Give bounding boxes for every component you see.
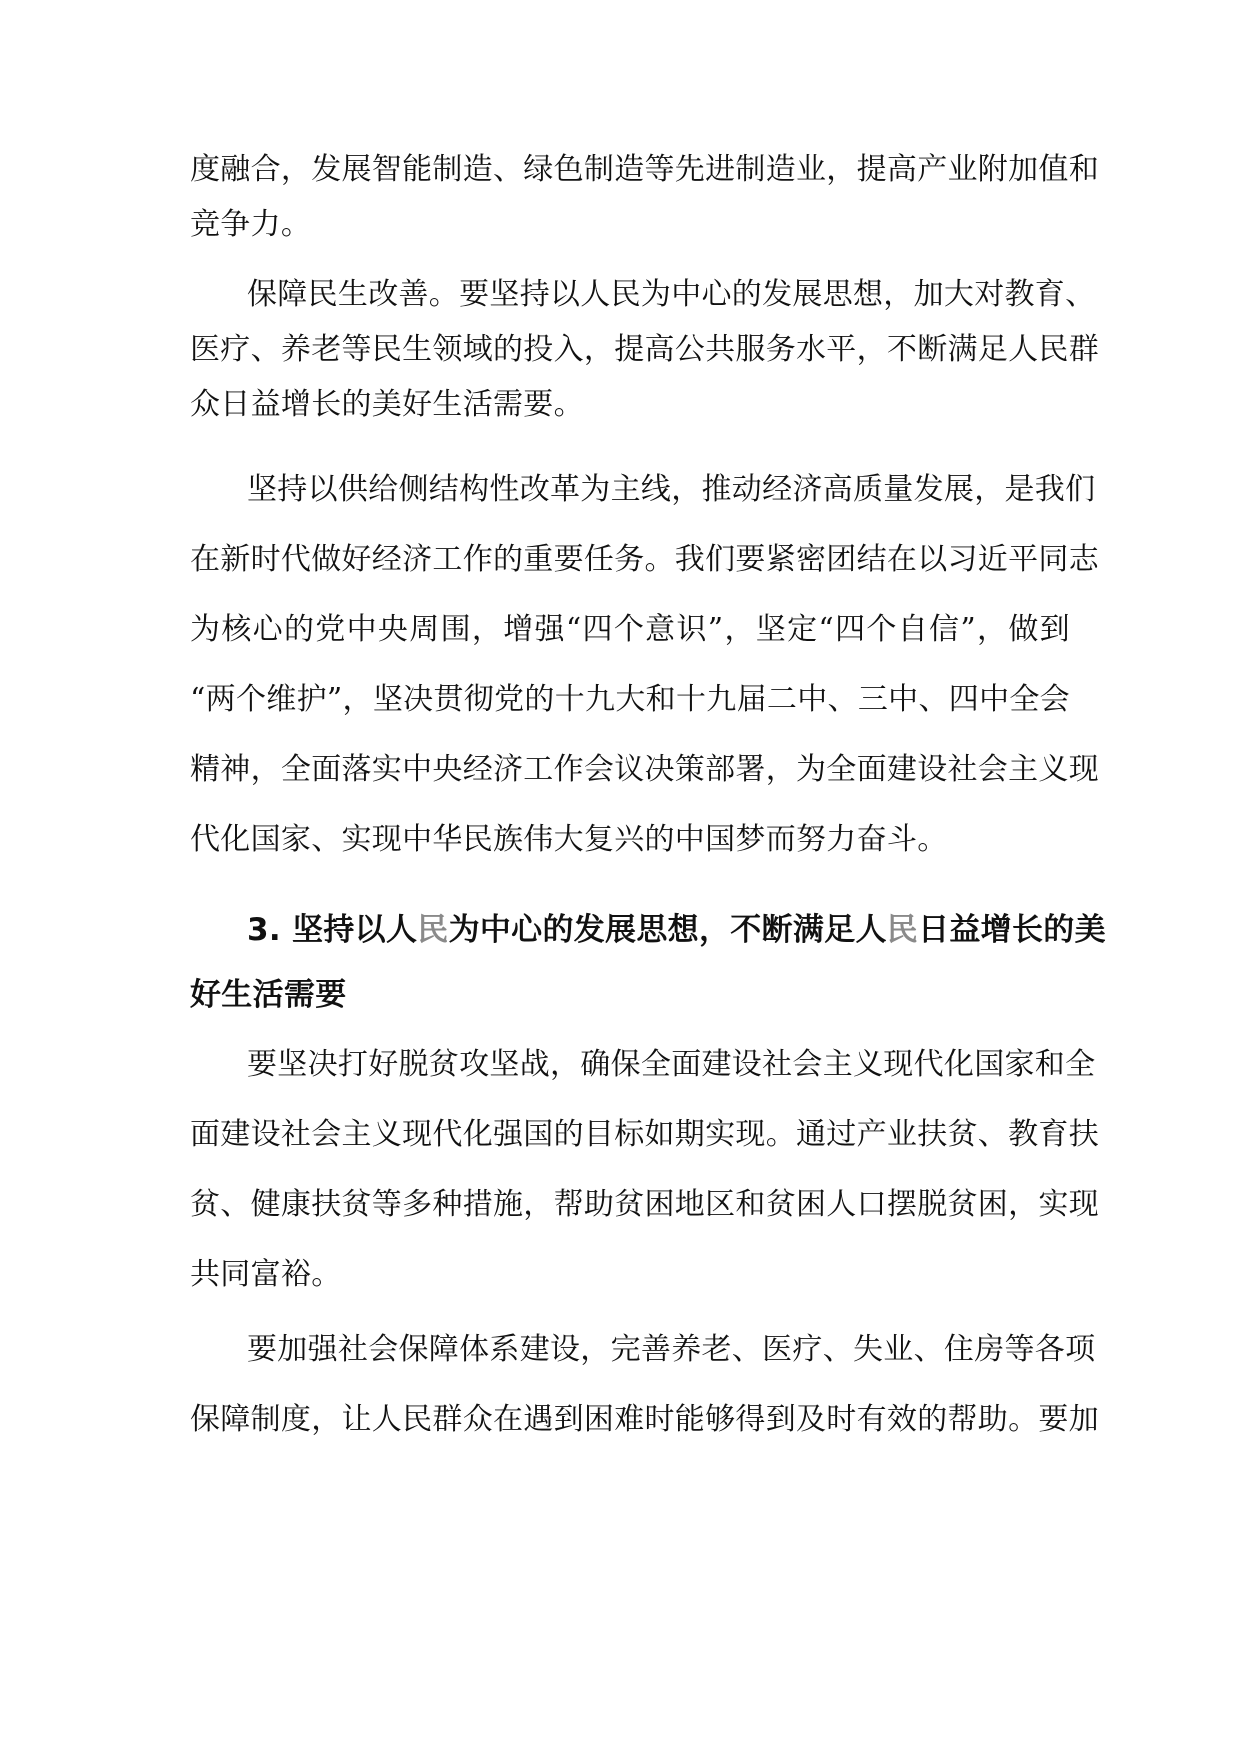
heading-text: 为中心的发展思想，不断满足人 bbox=[448, 912, 887, 948]
paragraph-line: 坚持以供给侧结构性改革为主线，推动经济高质量发展，是我们 bbox=[247, 472, 1096, 507]
paragraph-line: 为核心的党中央周围，增强“四个意识”，坚定“四个自信”，做到 bbox=[190, 612, 1070, 647]
paragraph-line: “两个维护”，坚决贯彻党的十九大和十九届二中、三中、四中全会 bbox=[190, 682, 1070, 717]
paragraph-line: 贫、健康扶贫等多种措施，帮助贫困地区和贫困人口摆脱贫困，实现 bbox=[190, 1187, 1099, 1222]
paragraph-line: 精神，全面落实中央经济工作会议决策部署，为全面建设社会主义现 bbox=[190, 752, 1099, 787]
paragraph-line: 在新时代做好经济工作的重要任务。我们要紧密团结在以习近平同志 bbox=[190, 542, 1099, 577]
paragraph-line: 众日益增长的美好生活需要。 bbox=[190, 387, 584, 422]
heading-text: 日益增长的美 bbox=[918, 912, 1106, 948]
paragraph-line: 要坚决打好脱贫攻坚战，确保全面建设社会主义现代化国家和全 bbox=[247, 1047, 1096, 1082]
heading-highlight-char: 民 bbox=[886, 912, 919, 948]
heading-text: 3. 坚持以人 bbox=[247, 912, 418, 948]
section-heading bbox=[247, 910, 1106, 950]
paragraph-line: 共同富裕。 bbox=[190, 1257, 342, 1292]
paragraph-line: 竞争力。 bbox=[190, 207, 312, 242]
paragraph-line: 代化国家、实现中华民族伟大复兴的中国梦而努力奋斗。 bbox=[190, 822, 948, 857]
heading-highlight-char: 民 bbox=[417, 912, 449, 948]
paragraph-line: 度融合，发展智能制造、绿色制造等先进制造业，提高产业附加值和 bbox=[190, 152, 1099, 187]
paragraph-line: 保障制度，让人民群众在遇到困难时能够得到及时有效的帮助。要加 bbox=[190, 1402, 1099, 1437]
section-heading-continued: 好生活需要 bbox=[190, 977, 347, 1013]
paragraph-line: 要加强社会保障体系建设，完善养老、医疗、失业、住房等各项 bbox=[247, 1332, 1096, 1367]
paragraph-line: 保障民生改善。要坚持以人民为中心的发展思想，加大对教育、 bbox=[247, 277, 1096, 312]
paragraph-line: 面建设社会主义现代化强国的目标如期实现。通过产业扶贫、教育扶 bbox=[190, 1117, 1099, 1152]
paragraph-line: 医疗、养老等民生领域的投入，提高公共服务水平，不断满足人民群 bbox=[190, 332, 1099, 367]
